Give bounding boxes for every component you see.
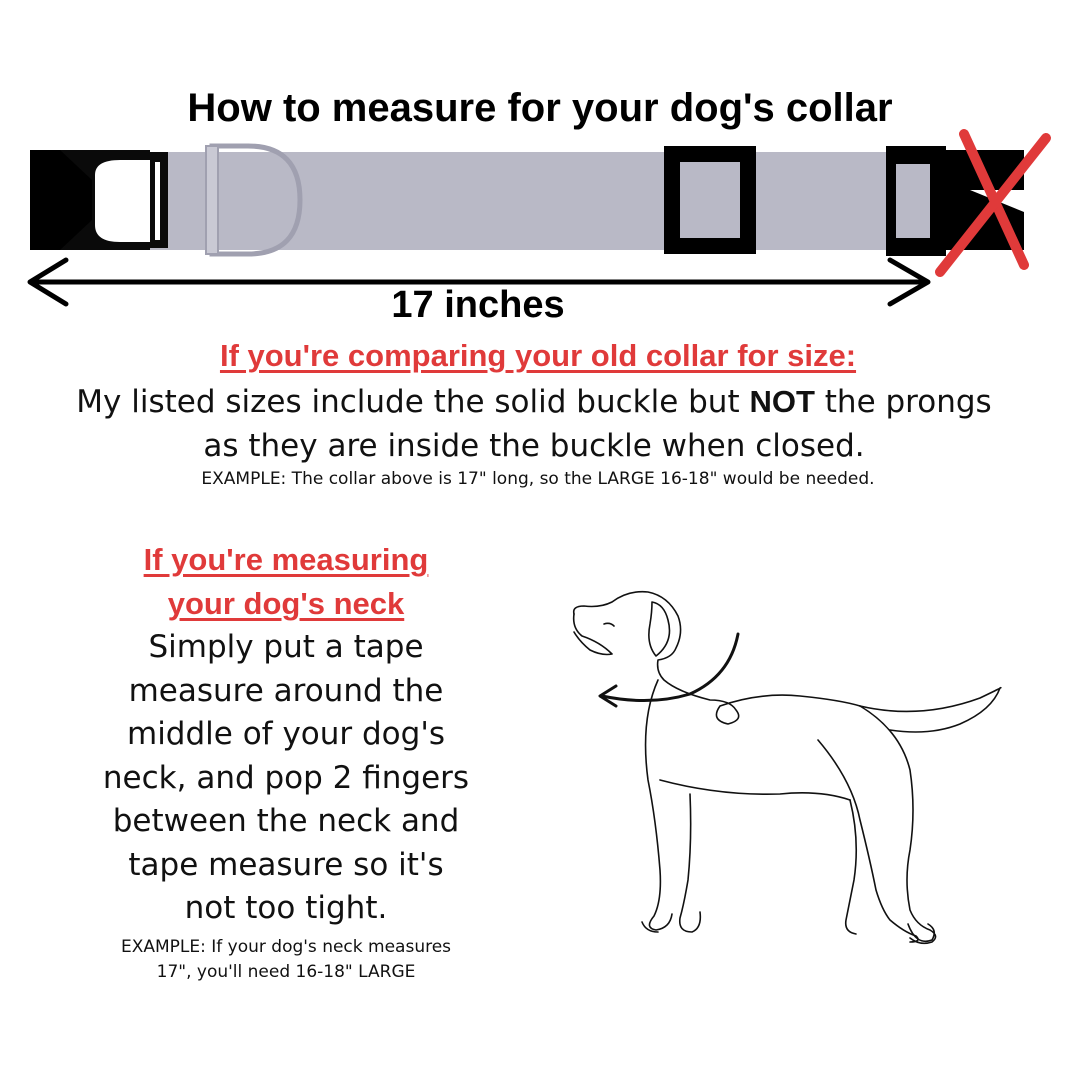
neck-example [96,935,476,985]
dog-eye [604,623,614,626]
dog-tail [860,688,1001,732]
neck-section [96,538,476,985]
neck-measure-arrow-icon [600,634,738,706]
dog-ear [649,602,670,656]
collar-diagram [0,120,1080,420]
line1-bold: NOT [749,384,815,419]
collar-strap [150,152,930,250]
old-collar-line2: as they are inside the buckle when closed. [203,428,865,464]
dog-front-chest [646,680,672,930]
neck-heading-line2: your dog's neck [167,586,405,621]
neck-body-line: middle of your dog's [127,716,445,752]
dog-illustration [560,580,1020,950]
neck-body-line: neck, and pop 2 fingers [102,759,470,796]
neck-body [96,626,476,931]
buckle-female [30,150,168,250]
keeper-loop [664,146,756,254]
neck-heading-line1: If you're measuring [143,542,429,577]
dog-snout [574,614,612,655]
old-collar-line1 [50,380,1018,424]
dog-head-outline [574,592,860,724]
dog-back-body [860,706,936,943]
dog-hind-leg-inner [846,800,857,934]
neck-body-line: between the neck and [112,803,460,839]
neck-example-line2: 17", you'll need 16-18" LARGE [156,961,416,982]
neck-body-line: measure around the [128,672,444,709]
buckle-male [886,146,1024,256]
neck-example-line1: EXAMPLE: If your dog's neck measures [120,936,452,957]
length-label: 17 inches [391,284,565,326]
old-collar-text [50,380,1018,468]
line1-part2: the prongs [814,384,992,420]
page-title: How to measure for your dog's collar [187,86,893,130]
old-collar-heading: If you're comparing your old collar for size: [219,338,857,373]
line1-part1: My listed sizes include the solid buckle but [76,384,750,420]
dog-hind-leg [818,740,918,942]
dog-front-leg-back [680,794,701,932]
neck-body-line: not too tight. [184,890,388,926]
dog-belly [660,780,850,800]
neck-body-line: Simply put a tape [148,629,424,665]
neck-body-line: tape measure so it's [128,846,444,883]
old-collar-example: EXAMPLE: The collar above is 17" long, so the LARGE 16-18" would be needed. [201,469,875,489]
